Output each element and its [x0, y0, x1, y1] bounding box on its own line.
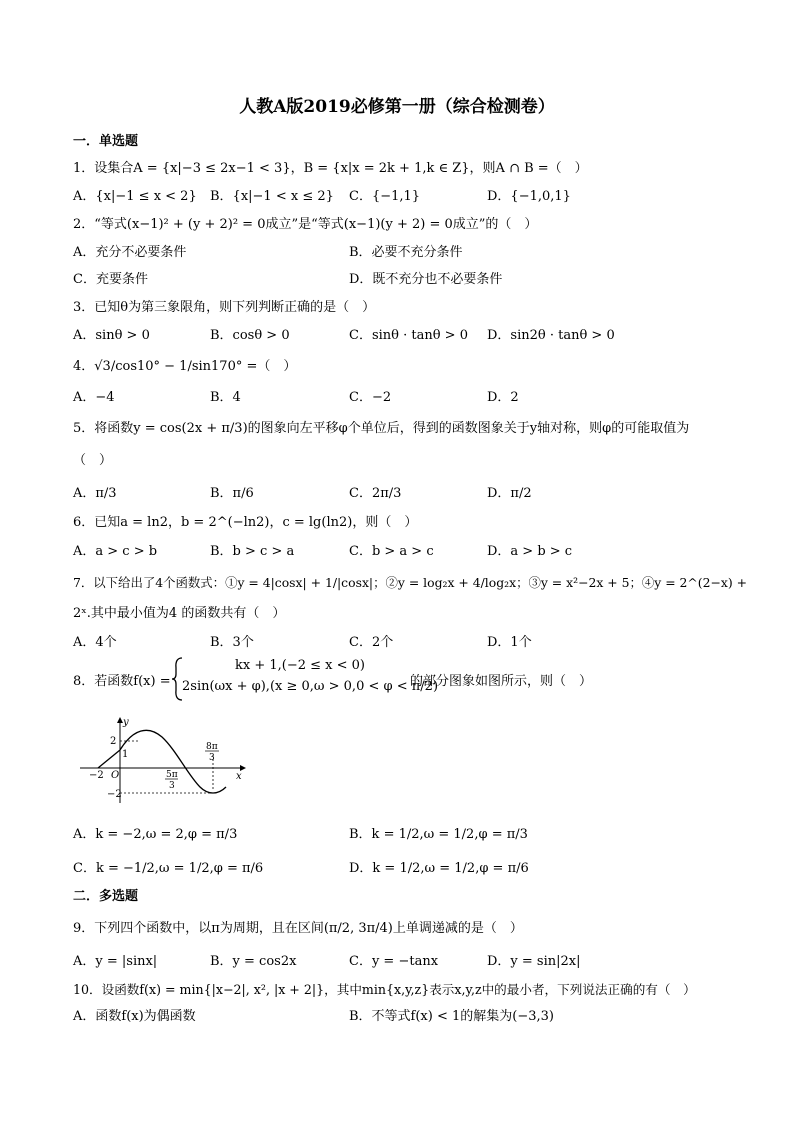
q6-option-d: D．a > b > c: [487, 544, 573, 559]
question-7-stem-cont: 2ˣ.其中最小值为4 的函数共有（ ）: [73, 606, 286, 621]
q5-option-b: B．π/6: [210, 486, 254, 501]
page-title: 人教A版2019必修第一册（综合检测卷）: [239, 97, 555, 117]
section-heading-multi-choice: 二．多选题: [73, 889, 139, 904]
q6-option-a: A．a > c > b: [73, 544, 158, 559]
question-3-stem: 3．已知θ为第三象限角，则下列判断正确的是（ ）: [73, 300, 376, 315]
q4-option-d: D．2: [487, 390, 519, 405]
question-6-stem: 6．已知a = ln2，b = 2^(−ln2)，c = lg(ln2)，则（ ）: [73, 515, 418, 530]
q4-option-c: C．−2: [349, 390, 392, 405]
x-axis-label: x: [236, 771, 242, 782]
x-tick-neg2: −2: [89, 770, 104, 781]
q1-option-a: A．{x|−1 ≤ x < 2}: [73, 189, 197, 204]
question-1-stem: 1．设集合A = {x|−3 ≤ 2x−1 < 3}，B = {x|x = 2k + 1,k ∈ Z}，则A ∩ B =（ ）: [73, 161, 588, 176]
q5-option-c: C．2π/3: [349, 486, 402, 501]
q1-option-b: B．{x|−1 < x ≤ 2}: [210, 189, 334, 204]
q7-option-c: C．2个: [349, 635, 394, 650]
q6-option-c: C．b > a > c: [349, 544, 434, 559]
q4-option-b: B．4: [210, 390, 241, 405]
q4-option-a: A．−4: [73, 390, 115, 405]
q5-option-d: D．π/2: [487, 486, 532, 501]
x-tick-5pi-num: 5π: [166, 770, 178, 780]
y-tick-1: 1: [122, 749, 129, 760]
q1-option-d: D．{−1,0,1}: [487, 189, 571, 204]
q3-option-c: C．sinθ · tanθ > 0: [349, 328, 468, 343]
q8-option-b: B．k = 1/2,ω = 1/2,φ = π/3: [349, 827, 528, 842]
question-8-prefix: 8．若函数f(x) =: [73, 674, 171, 689]
question-8-piece-2: 2sin(ωx + φ),(x ≥ 0,ω > 0,0 < φ < π/2): [182, 679, 439, 694]
y-axis-label: y: [123, 717, 129, 728]
question-5-stem: 5．将函数y = cos(2x + π/3)的图象向左平移φ个单位后，得到的函数图象关于y轴对称，则φ的可能取值为: [73, 421, 690, 436]
q2-option-d: D．既不充分也不必要条件: [349, 272, 503, 287]
q3-option-b: B．cosθ > 0: [210, 328, 290, 343]
q9-option-d: D．y = sin|2x|: [487, 954, 581, 969]
q7-option-a: A．4个: [73, 635, 117, 650]
question-2-stem: 2．“等式(x−1)² + (y + 2)² = 0成立”是“等式(x−1)(y + 2) = 0成立”的（ ）: [73, 217, 538, 232]
question-7-stem: 7．以下给出了4个函数式：①y = 4|cosx| + 1/|cosx|；②y = log₂x + 4/log₂x；③y = x²−2x + 5；④y = 2^(2−x) +: [73, 575, 748, 590]
q8-option-a: A．k = −2,ω = 2,φ = π/3: [73, 827, 238, 842]
q1-option-c: C．{−1,1}: [349, 189, 421, 204]
q7-option-b: B．3个: [210, 635, 254, 650]
x-tick-8pi-den: 3: [209, 753, 215, 763]
origin-label: O: [111, 770, 120, 781]
q3-option-a: A．sinθ > 0: [73, 328, 150, 343]
q10-option-a: A．函数f(x)为偶函数: [73, 1009, 196, 1024]
y-tick-2: 2: [110, 736, 117, 747]
question-8-piece-1: kx + 1,(−2 ≤ x < 0): [235, 658, 365, 673]
q9-option-c: C．y = −tanx: [349, 954, 439, 969]
question-5-stem-cont: （ ）: [73, 453, 113, 468]
y-tick-neg2: −2: [107, 789, 122, 800]
q5-option-a: A．π/3: [73, 486, 117, 501]
q9-option-b: B．y = cos2x: [210, 954, 297, 969]
function-graph: [78, 715, 248, 805]
q2-option-b: B．必要不充分条件: [349, 245, 463, 260]
question-8-suffix: 的部分图象如图所示，则（ ）: [410, 674, 593, 689]
q3-option-d: D．sin2θ · tanθ > 0: [487, 328, 615, 343]
q10-option-b: B．不等式f(x) < 1的解集为(−3,3): [349, 1009, 554, 1024]
q8-option-c: C．k = −1/2,ω = 1/2,φ = π/6: [73, 861, 264, 876]
q6-option-b: B．b > c > a: [210, 544, 295, 559]
question-10-stem: 10．设函数f(x) = min{|x−2|, x², |x + 2|}，其中min{x,y,z}表示x,y,z中的最小者，下列说法正确的有（ ）: [73, 982, 696, 997]
linear-segment: [98, 750, 120, 768]
section-heading-single-choice: 一．单选题: [73, 134, 139, 149]
q2-option-c: C．充要条件: [73, 272, 148, 287]
question-4-stem: 4．√3/cos10° − 1/sin170° =（ ）: [73, 359, 297, 374]
q2-option-a: A．充分不必要条件: [73, 245, 187, 260]
q7-option-d: D．1个: [487, 635, 532, 650]
question-9-stem: 9．下列四个函数中，以π为周期，且在区间(π/2, 3π/4)上单调递减的是（ ）: [73, 921, 523, 936]
x-tick-5pi-den: 3: [169, 781, 175, 791]
q8-option-d: D．k = 1/2,ω = 1/2,φ = π/6: [349, 861, 529, 876]
x-tick-8pi-num: 8π: [206, 742, 218, 752]
q9-option-a: A．y = |sinx|: [73, 954, 158, 969]
